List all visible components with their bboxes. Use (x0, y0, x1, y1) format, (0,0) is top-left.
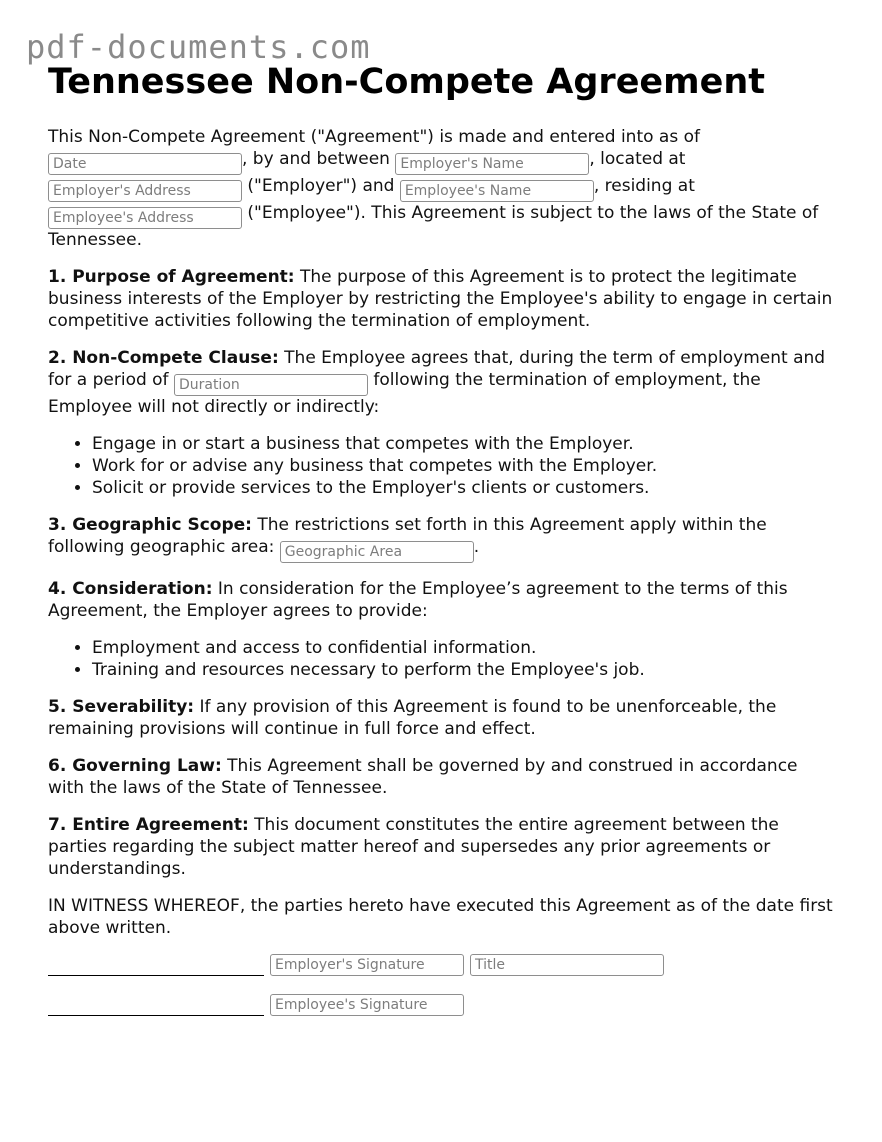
employee-signature-field[interactable] (270, 994, 464, 1016)
geographic-area-field[interactable] (280, 541, 474, 563)
employer-name-field[interactable] (395, 153, 589, 175)
date-field[interactable] (48, 153, 242, 175)
non-compete-list (48, 433, 838, 499)
section-text: The Employee agrees that, during the term of employment and for a period of (48, 348, 826, 390)
section-text: . (473, 537, 480, 557)
section-entire-agreement (48, 814, 838, 880)
signature-line (48, 958, 264, 976)
consideration-list (48, 637, 838, 681)
section-purpose (48, 266, 838, 332)
section-consideration (48, 578, 838, 622)
watermark: pdf-documents.com (26, 28, 371, 66)
intro-text-6: ("Employee"). This Agreement is subject to the laws of the State of Tennessee. (48, 203, 819, 250)
employee-name-field[interactable] (400, 180, 594, 202)
list-item: • Work for or advise any business that competes with the Employer. (92, 455, 838, 477)
section-text: The restrictions set forth in this Agreement apply within the following geographic area: (48, 515, 767, 557)
intro-paragraph (48, 126, 838, 251)
witness-paragraph: IN WITNESS WHEREOF, the parties hereto have executed this Agreement as of the date first above written. (48, 896, 833, 938)
duration-field[interactable] (174, 374, 368, 396)
section-severability (48, 696, 838, 740)
section-text: following the termination of employment, the Employee will not directly or indirectly: (48, 370, 761, 417)
section-heading: 7. Entire Agreement: (48, 815, 249, 835)
list-item: • Solicit or provide services to the Employer's clients or customers. (92, 477, 838, 499)
section-text: This document constitutes the entire agreement between the parties regarding the subject matter hereof and supersedes any prior agreements or understandings. (48, 815, 779, 879)
section-heading: 6. Governing Law: (48, 756, 222, 776)
signature-line (48, 998, 264, 1016)
employer-address-field[interactable] (48, 180, 242, 202)
intro-text-2: , by and between (242, 149, 390, 169)
intro-text-3: , located at (589, 149, 686, 169)
title-field[interactable] (470, 954, 664, 976)
intro-text-1: This Non-Compete Agreement ("Agreement") is made and entered into as of (48, 127, 700, 147)
list-item: • Training and resources necessary to perform the Employee's job. (92, 659, 838, 681)
section-geographic-scope (48, 514, 838, 563)
section-text: If any provision of this Agreement is found to be unenforceable, the remaining provisions will continue in full force and effect. (48, 697, 777, 739)
section-text: The purpose of this Agreement is to protect the legitimate business interests of the Employer by restricting the Employee's ability to engage in certain competitive activities following the termination of employment. (48, 267, 833, 331)
employer-signature-field[interactable] (270, 954, 464, 976)
section-heading: 1. Purpose of Agreement: (48, 267, 295, 287)
section-non-compete (48, 347, 838, 418)
section-heading: 2. Non-Compete Clause: (48, 348, 279, 368)
section-text: This Agreement shall be governed by and construed in accordance with the laws of the State of Tennessee. (48, 756, 798, 798)
employer-signature-row (48, 954, 838, 976)
document-body (48, 126, 838, 1016)
employee-signature-row (48, 994, 838, 1016)
section-heading: 3. Geographic Scope: (48, 515, 252, 535)
section-text: In consideration for the Employee’s agreement to the terms of this Agreement, the Employer agrees to provide: (48, 579, 788, 621)
section-heading: 5. Severability: (48, 697, 195, 717)
list-item: • Employment and access to confidential information. (92, 637, 838, 659)
page-title: Tennessee Non-Compete Agreement (48, 62, 766, 102)
intro-text-5: , residing at (593, 176, 695, 196)
list-item: • Engage in or start a business that competes with the Employer. (92, 433, 838, 455)
intro-text-4: ("Employer") and (247, 176, 395, 196)
section-heading: 4. Consideration: (48, 579, 213, 599)
employee-address-field[interactable] (48, 207, 242, 229)
section-governing-law (48, 755, 838, 799)
